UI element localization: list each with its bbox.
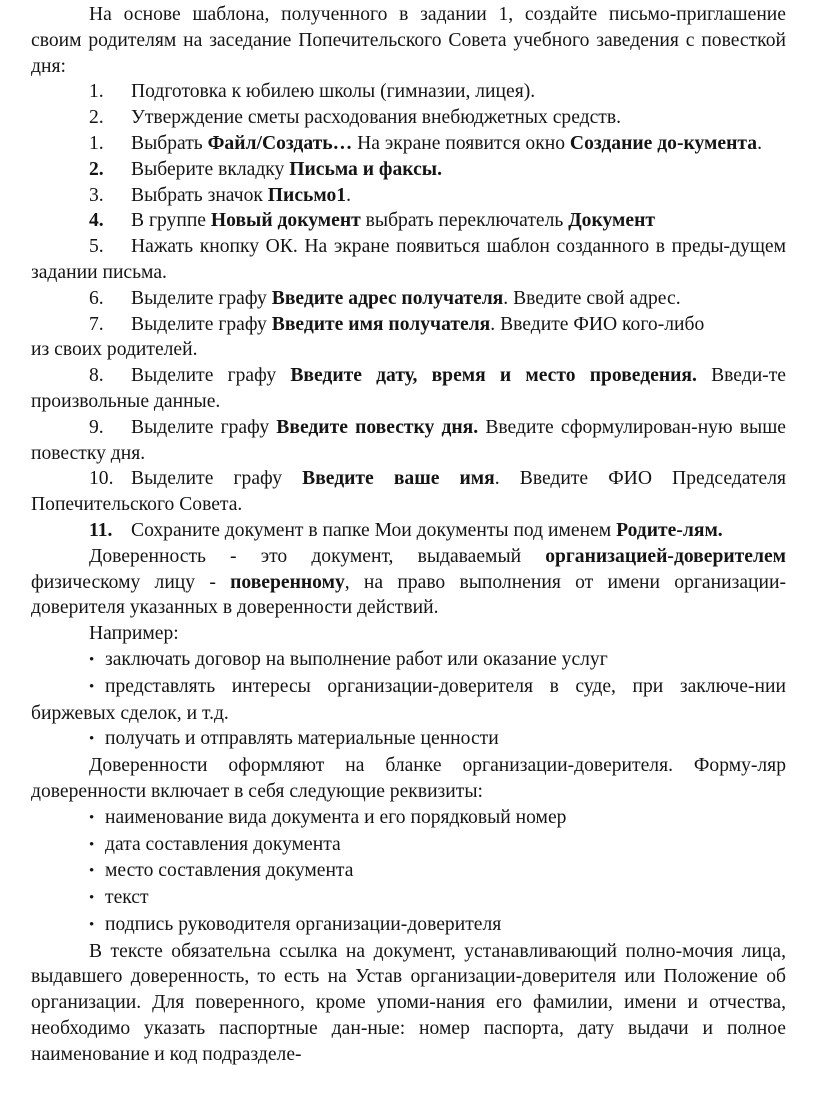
- step-5: [31, 234, 786, 286]
- requisite-text: наименование вида документа и его порядковый номер: [105, 806, 567, 828]
- step-number: 11.: [89, 519, 113, 541]
- step-9: [31, 415, 786, 467]
- step-6: [31, 286, 786, 312]
- step-text: Введите сформулирован-ную выше повестку дня.: [31, 416, 786, 464]
- step-number: 8.: [89, 365, 104, 387]
- step-bold-text: Введите повестку дня.: [276, 416, 479, 438]
- step-number: 3.: [89, 184, 104, 206]
- requisite-item: [31, 832, 786, 859]
- definition-text: Доверенность - это документ, выдаваемый: [89, 545, 546, 567]
- step-bold-text: Письмо1: [267, 184, 347, 206]
- definition-text: физическому лицу -: [31, 571, 231, 593]
- step-text: Введи-те произвольные данные.: [31, 365, 786, 412]
- definition-bold-text: организацией-доверителем: [545, 545, 786, 567]
- step-text: Нажать кнопку ОК. На экране появиться шаблон созданного в преды-дущем задании письма.: [31, 236, 786, 283]
- step-text: Выделите графу: [131, 468, 303, 490]
- step-bold-text: Создание до-кумента: [569, 132, 758, 154]
- closing-paragraph: В тексте обязательна ссылка на документ, устанавливающий полно-мочия лица, выдавшего доверенность, то есть на Устав организации-доверителя или Положение об организации. Для поверенного, кроме упоми-нания его фамилии, имени и отчества, необходимо указать паспортные дан-ные: номер паспорта, дату выдачи и полное наименование и код подразделе-: [31, 940, 786, 1065]
- step-2: [31, 157, 786, 183]
- step-bold-text: Файл/Создать…: [207, 132, 353, 154]
- step-7: [31, 312, 718, 364]
- example-text: представлять интересы организации-доверителя в суде, при заключе-нии биржевых сделок, и т.д.: [31, 675, 786, 724]
- step-text: Выберите вкладку: [131, 158, 290, 180]
- step-number: 1.: [89, 132, 104, 154]
- step-8: [31, 363, 786, 415]
- example-item: [31, 674, 786, 727]
- step-text: Сохраните документ в папке Мои документы под именем: [131, 519, 617, 541]
- step-11: [31, 518, 786, 544]
- bullet-icon: •: [89, 890, 95, 907]
- bullet-icon: •: [89, 863, 95, 880]
- step-text: выбрать переключатель: [360, 210, 569, 232]
- step-text: Выбрать: [131, 132, 208, 154]
- bullet-icon: •: [89, 731, 95, 748]
- agenda-text: Подготовка к юбилею школы (гимназии, лицея).: [131, 81, 536, 103]
- requisite-text: дата составления документа: [105, 833, 341, 855]
- definition-paragraph: [31, 544, 786, 621]
- step-bold-text: Родите-лям.: [616, 519, 723, 541]
- requisites-intro: Доверенности оформляют на бланке организации-доверителя. Форму-ляр доверенности включает в себя следующие реквизиты:: [31, 755, 786, 802]
- step-text: Выделите графу: [131, 287, 272, 309]
- step-text: На экране появится окно: [352, 132, 570, 154]
- example-item: [31, 726, 786, 753]
- step-bold-text: Письма и факсы.: [289, 158, 442, 180]
- step-number: 7.: [89, 313, 104, 335]
- step-text: Выделите графу: [131, 313, 272, 335]
- step-text: . Введите ФИО Председателя Попечительского Совета.: [31, 468, 786, 516]
- agenda-item: [31, 105, 786, 131]
- agenda-text: Утверждение сметы расходования внебюджетных средств.: [131, 107, 622, 129]
- requisite-item: [31, 858, 786, 885]
- step-bold-text: Документ: [568, 210, 655, 232]
- step-text: В группе: [131, 210, 211, 232]
- bullet-icon: •: [89, 836, 95, 853]
- step-text: Выделите графу: [131, 365, 291, 387]
- agenda-number: 1.: [89, 81, 104, 103]
- step-number: 10.: [89, 468, 114, 490]
- example-text: получать и отправлять материальные ценности: [105, 728, 499, 750]
- agenda-number: 2.: [89, 107, 104, 129]
- step-number: 6.: [89, 287, 104, 309]
- step-bold-text: Введите ваше имя: [302, 468, 495, 490]
- requisite-text: место составления документа: [105, 860, 354, 882]
- step-bold-text: Введите дату, время и место проведения.: [290, 365, 697, 387]
- requisite-item: [31, 912, 786, 939]
- step-text: .: [757, 132, 762, 154]
- step-text: .: [346, 184, 351, 206]
- step-number: 2.: [89, 158, 104, 180]
- step-bold-text: Введите адрес получателя: [271, 287, 504, 309]
- requisite-text: текст: [105, 887, 149, 909]
- bullet-icon: •: [89, 916, 95, 933]
- bullet-icon: •: [89, 651, 95, 668]
- bullet-icon: •: [89, 678, 95, 695]
- requisite-item: [31, 885, 786, 912]
- intro-paragraph: На основе шаблона, полученного в задании 1, создайте письмо-приглашение своим родителям на заседание Попечительского Совета учебного заведения с повесткой дня:: [31, 4, 786, 77]
- step-text: . Введите ФИО кого-либо из своих родителей.: [31, 313, 705, 361]
- step-text: Выделите графу: [131, 416, 277, 438]
- definition-bold-text: поверенному: [230, 571, 345, 593]
- step-4: [31, 208, 786, 234]
- step-bold-text: Новый документ: [210, 210, 361, 232]
- example-text: заключать договор на выполнение работ или оказание услуг: [105, 648, 608, 670]
- step-3: [31, 183, 786, 209]
- step-number: 9.: [89, 416, 104, 438]
- step-number: 5.: [89, 236, 104, 258]
- step-1: [31, 131, 786, 157]
- requisite-text: подпись руководителя организации-доверителя: [105, 913, 502, 935]
- step-text: . Введите свой адрес.: [503, 287, 681, 309]
- example-item: [31, 647, 786, 674]
- bullet-icon: •: [89, 809, 95, 826]
- step-10: [31, 466, 786, 518]
- step-bold-text: Введите имя получателя: [271, 313, 491, 335]
- step-text: Выбрать значок: [131, 184, 268, 206]
- example-label: Например:: [89, 623, 179, 645]
- step-number: 4.: [89, 210, 104, 232]
- requisite-item: [31, 805, 786, 832]
- definition-text: , на право выполнения от имени организации-доверителя указанных в доверенности действий.: [31, 571, 786, 619]
- agenda-item: [31, 79, 786, 105]
